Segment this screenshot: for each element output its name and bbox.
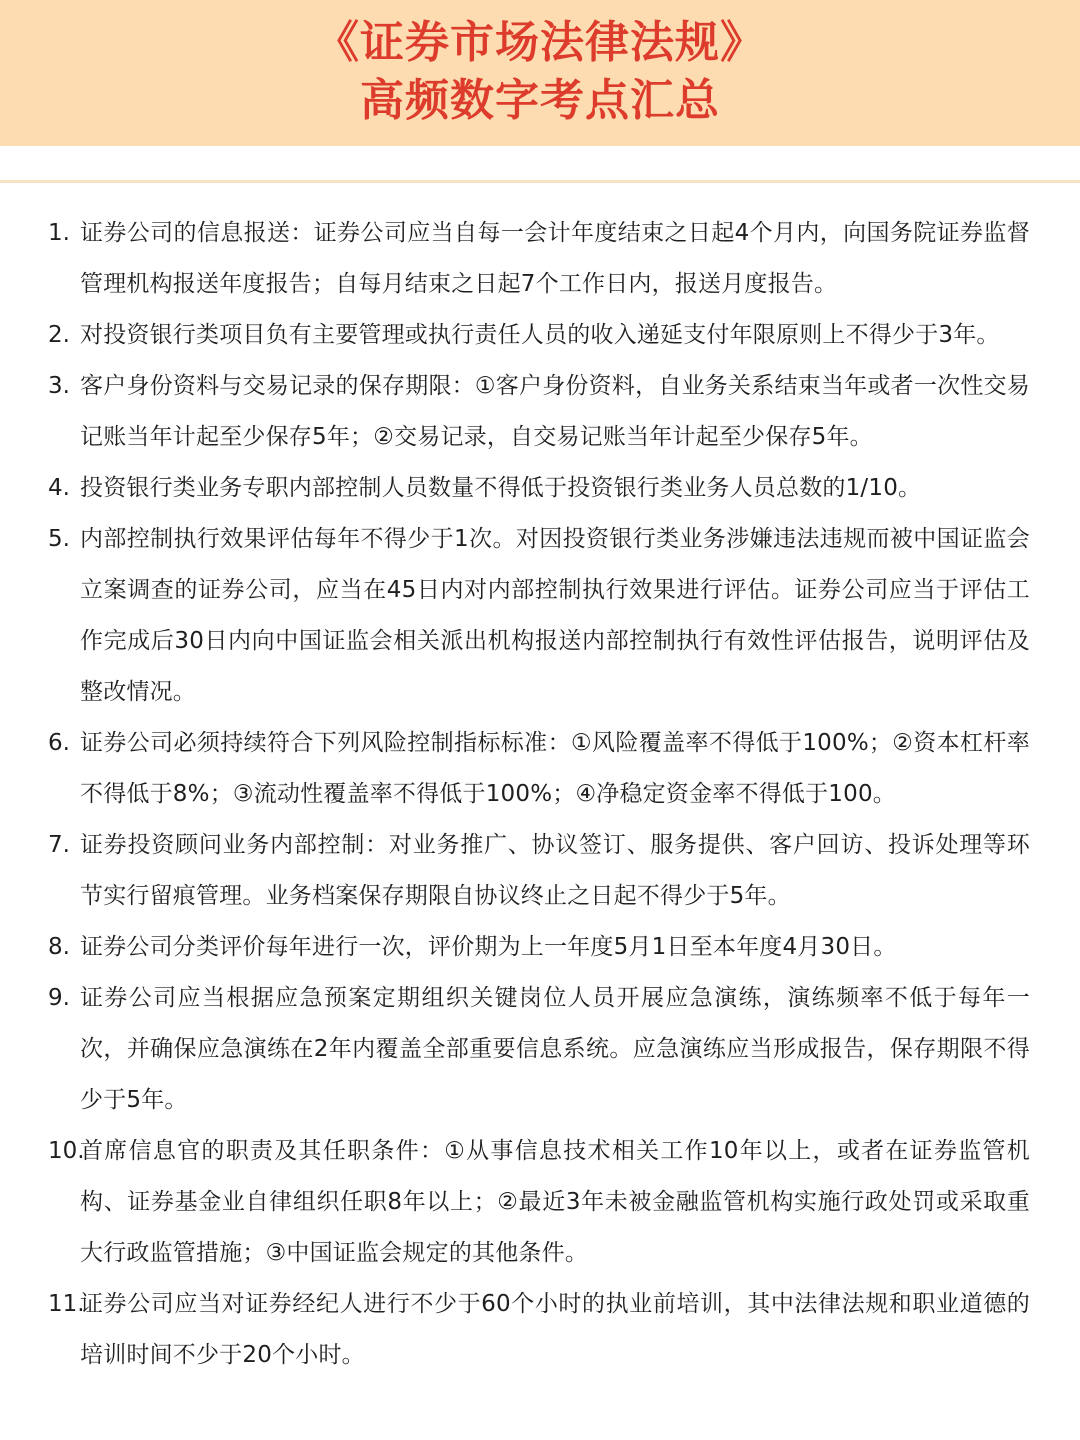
list-item [0, 718, 1080, 820]
item-text: 证券公司必须持续符合下列风险控制指标标准：①风险覆盖率不得低于100%；②资本杠杆率不得低于8%；③流动性覆盖率不得低于100%；④净稳定资金率不得低于100。 [80, 730, 1030, 807]
title-line-2: 高频数字考点汇总 [360, 75, 720, 126]
item-text: 证券公司应当对证券经纪人进行不少于60个小时的执业前培训，其中法律法规和职业道德的培训时间不少于20个小时。 [80, 1291, 1030, 1368]
list-item [0, 463, 1080, 514]
item-number: 4. [48, 475, 70, 501]
list-item [0, 1126, 1080, 1279]
item-number: 9. [48, 985, 70, 1011]
list-item [0, 922, 1080, 973]
item-number: 5. [48, 526, 70, 552]
item-text: 证券公司分类评价每年进行一次，评价期为上一年度5月1日至本年度4月30日。 [80, 934, 897, 960]
item-number: 7. [48, 832, 70, 858]
item-number: 8. [48, 934, 70, 960]
title-line-1: 《证券市场法律法规》 [315, 17, 765, 68]
list-item [0, 208, 1080, 310]
divider [0, 180, 1080, 183]
item-text: 投资银行类业务专职内部控制人员数量不得低于投资银行类业务人员总数的1/10。 [80, 475, 922, 501]
list-item [0, 361, 1080, 463]
list-item [0, 820, 1080, 922]
item-number: 1. [48, 220, 70, 246]
item-number: 10. [48, 1138, 85, 1164]
list-item [0, 514, 1080, 718]
points-list [0, 208, 1080, 1381]
item-number: 2. [48, 322, 70, 348]
item-text: 首席信息官的职责及其任职条件：①从事信息技术相关工作10年以上，或者在证券监管机构、证券基金业自律组织任职8年以上；②最近3年未被金融监管机构实施行政处罚或采取重大行政监管措施；③中国证监会规定的其他条件。 [80, 1138, 1030, 1266]
item-text: 证券公司的信息报送：证券公司应当自每一会计年度结束之日起4个月内，向国务院证券监督管理机构报送年度报告；自每月结束之日起7个工作日内，报送月度报告。 [80, 220, 1030, 297]
list-item [0, 1279, 1080, 1381]
item-number: 6. [48, 730, 70, 756]
item-text: 证券投资顾问业务内部控制：对业务推广、协议签订、服务提供、客户回访、投诉处理等环节实行留痕管理。业务档案保存期限自协议终止之日起不得少于5年。 [80, 832, 1030, 909]
item-text: 客户身份资料与交易记录的保存期限：①客户身份资料，自业务关系结束当年或者一次性交易记账当年计起至少保存5年；②交易记录，自交易记账当年计起至少保存5年。 [80, 373, 1030, 450]
item-text: 证券公司应当根据应急预案定期组织关键岗位人员开展应急演练，演练频率不低于每年一次，并确保应急演练在2年内覆盖全部重要信息系统。应急演练应当形成报告，保存期限不得少于5年。 [80, 985, 1030, 1113]
item-number: 3. [48, 373, 70, 399]
item-number: 11. [48, 1291, 85, 1317]
item-text: 内部控制执行效果评估每年不得少于1次。对因投资银行类业务涉嫌违法违规而被中国证监会立案调查的证券公司，应当在45日内对内部控制执行效果进行评估。证券公司应当于评估工作完成后30日内向中国证监会相关派出机构报送内部控制执行有效性评估报告，说明评估及整改情况。 [80, 526, 1030, 705]
list-item [0, 310, 1080, 361]
item-text: 对投资银行类项目负有主要管理或执行责任人员的收入递延支付年限原则上不得少于3年。 [80, 322, 1000, 348]
header-banner [0, 0, 1080, 146]
list-item [0, 973, 1080, 1126]
